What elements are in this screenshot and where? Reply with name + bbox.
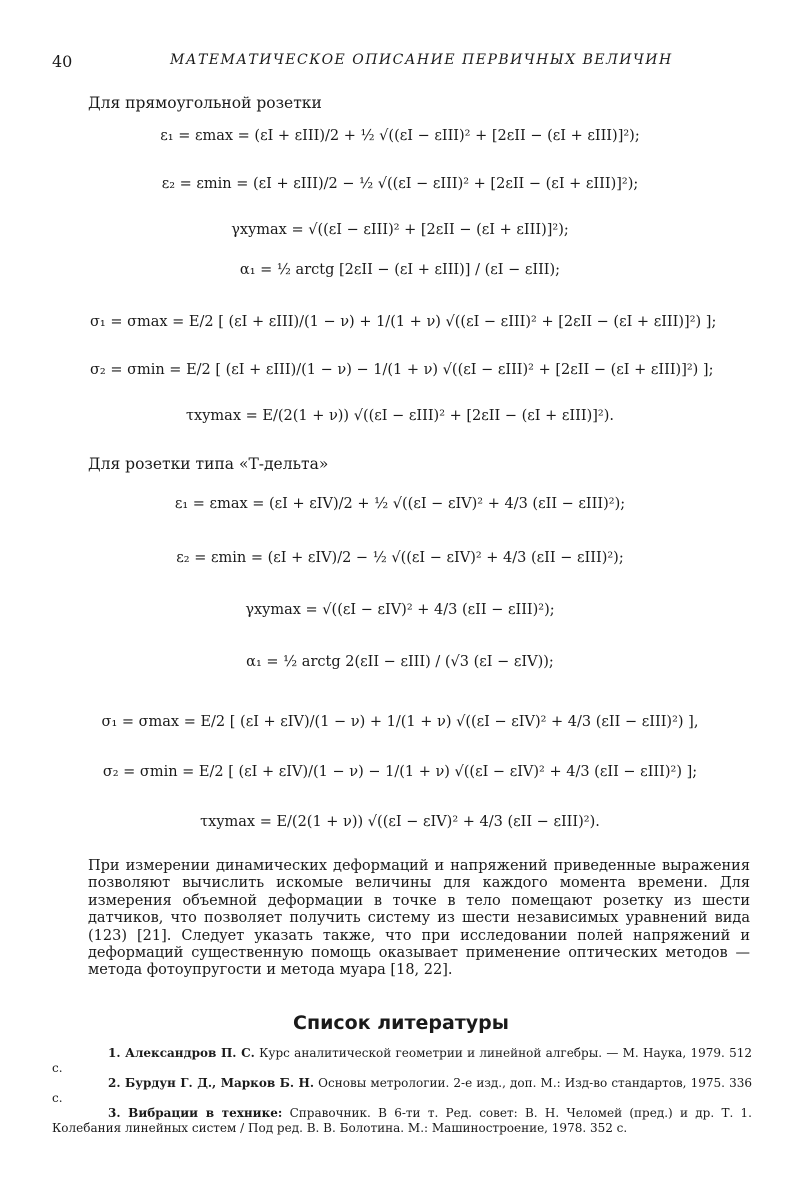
section-heading-rectangular: Для прямоугольной розетки: [88, 94, 322, 112]
formula-rect-eps2: ε₂ = εmin = (εI + εIII)/2 − ½ √((εI − εIII)² + [2εII − (εI + εIII)]²);: [161, 176, 639, 192]
page-number: 40: [52, 52, 73, 71]
running-title: МАТЕМАТИЧЕСКОЕ ОПИСАНИЕ ПЕРВИЧНЫХ ВЕЛИЧИН: [170, 52, 673, 68]
formula-delta-alpha: α₁ = ½ arctg 2(εII − εIII) / (√3 (εI − εIV));: [246, 654, 554, 670]
reference-authors: 3. Вибрации в технике:: [108, 1106, 283, 1120]
formula-rect-eps1: ε₁ = εmax = (εI + εIII)/2 + ½ √((εI − εIII)² + [2εII − (εI + εIII)]²);: [160, 128, 640, 144]
formula-delta-eps1: ε₁ = εmax = (εI + εIV)/2 + ½ √((εI − εIV)² + 4/3 (εII − εIII)²);: [174, 496, 626, 512]
formula-delta-sigma2: σ₂ = σmin = E/2 [ (εI + εIV)/(1 − ν) − 1/(1 + ν) √((εI − εIV)² + 4/3 (εII − εIII)²) ];: [102, 764, 698, 780]
reference-authors: 2. Бурдун Г. Д., Марков Б. Н.: [108, 1076, 315, 1090]
formula-delta-sigma1: σ₁ = σmax = E/2 [ (εI + εIV)/(1 − ν) + 1/(1 + ν) √((εI − εIV)² + 4/3 (εII − εIII)²) ],: [101, 714, 699, 730]
formula-rect-sigma1: σ₁ = σmax = E/2 [ (εI + εIII)/(1 − ν) + 1/(1 + ν) √((εI − εIII)² + [2εII − (εI + εIII)]²) ];: [90, 314, 717, 330]
section-heading-t-delta: Для розетки типа «Т-дельта»: [88, 455, 329, 473]
formula-rect-tau: τxymax = E/(2(1 + ν)) √((εI − εIII)² + [2εII − (εI + εIII)]²).: [186, 408, 614, 424]
formula-rect-sigma2: σ₂ = σmin = E/2 [ (εI + εIII)/(1 − ν) − 1/(1 + ν) √((εI − εIII)² + [2εII − (εI + εIII)]²) ];: [90, 362, 714, 378]
references-title: Список литературы: [293, 1012, 509, 1034]
body-paragraph: При измерении динамических деформаций и напряжений приведенные выражения позволяют вычислить искомые величины для каждого момента времени. Для измерения объемной деформации в точке в тело помещают розетку из шести датчиков, что позволяет получить систему из шести независимых уравнений вида (123) [21]. Следует указать также, что при исследовании полей напряжений и деформаций существенную помощь оказывает применение оптических методов — метода фотоупругости и метода муара [18, 22].: [88, 858, 750, 979]
references-list: [52, 1046, 752, 1136]
reference-authors: 1. Александров П. С.: [108, 1046, 255, 1060]
formula-delta-tau: τxymax = E/(2(1 + ν)) √((εI − εIV)² + 4/3 (εII − εIII)²).: [200, 814, 600, 830]
formula-rect-gamma: γxymax = √((εI − εIII)² + [2εII − (εI + εIII)]²);: [231, 222, 569, 238]
reference-text: Основы метрологии. 2-е изд., доп. М.: Изд-во стандартов, 1975. 336 с.: [52, 1076, 752, 1105]
reference-text: Курс аналитической геометрии и линейной алгебры. — М. Наука, 1979. 512 с.: [52, 1046, 752, 1075]
reference-item: [52, 1076, 752, 1106]
reference-text: Справочник. В 6-ти т. Ред. совет: В. Н. Челомей (пред.) и др. Т. 1. Колебания линейных систем / Под ред. В. В. Болотина. М.: Машиностроение, 1978. 352 с.: [52, 1106, 752, 1135]
formula-rect-alpha: α₁ = ½ arctg [2εII − (εI + εIII)] / (εI − εIII);: [239, 262, 561, 278]
reference-item: [52, 1046, 752, 1076]
formula-delta-eps2: ε₂ = εmin = (εI + εIV)/2 − ½ √((εI − εIV)² + 4/3 (εII − εIII)²);: [176, 550, 624, 566]
reference-item: [52, 1106, 752, 1136]
formula-delta-gamma: γxymax = √((εI − εIV)² + 4/3 (εII − εIII)²);: [245, 602, 555, 618]
